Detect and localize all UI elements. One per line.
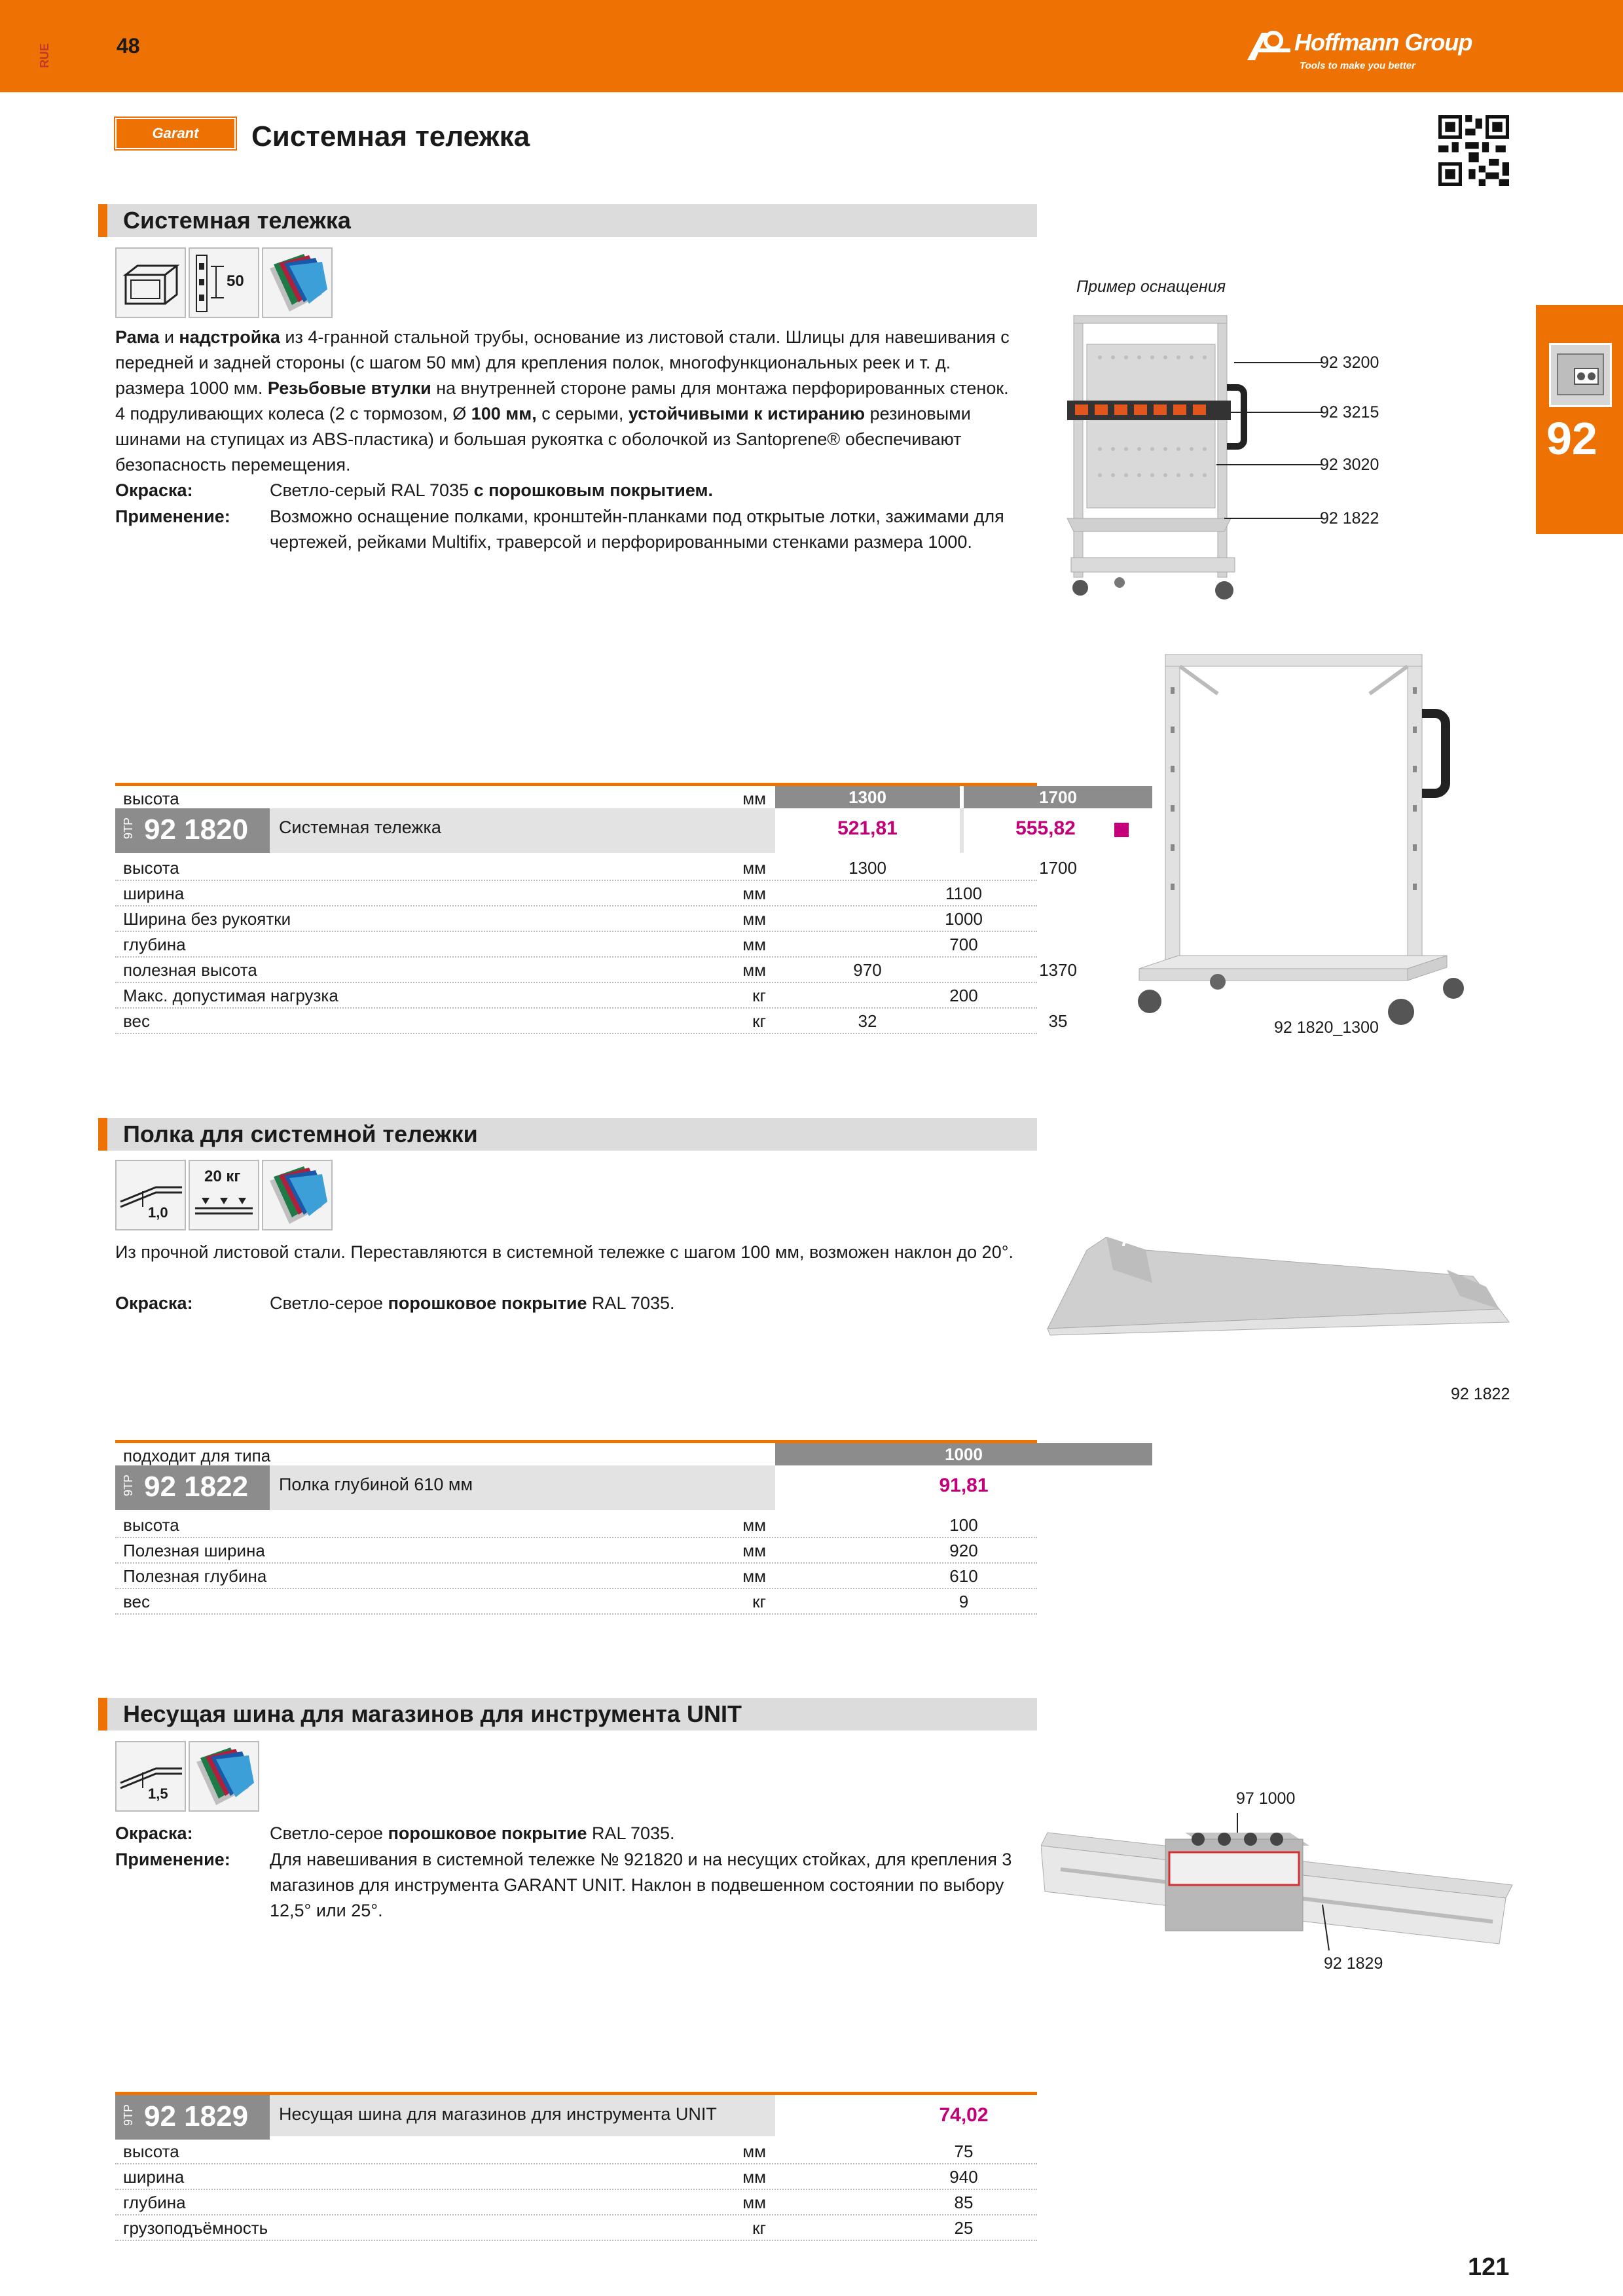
paint-value-text: RAL 7035. bbox=[587, 1293, 675, 1313]
paint-value bbox=[270, 478, 1029, 503]
row-key: вес bbox=[123, 1592, 150, 1611]
table-row bbox=[115, 1513, 1037, 1538]
row-unit: мм bbox=[742, 1541, 766, 1560]
table-row bbox=[115, 1009, 1068, 1034]
row-key: Макс. допустимая нагрузка bbox=[123, 986, 338, 1005]
variant-header: 1700 bbox=[964, 786, 1152, 808]
row-value: 610 bbox=[949, 1566, 978, 1586]
row-value: 940 bbox=[949, 2167, 978, 2187]
color-swatch-icon bbox=[262, 247, 333, 318]
article-row-921820[interactable] bbox=[115, 808, 1076, 853]
desc-part: резиновыми шинами на ступицах из ABS-пластика) и большая рукоятка с оболочкой из Santoprene® обеспечивают безопасность перемещения. bbox=[115, 404, 971, 475]
square-tube-icon bbox=[115, 247, 186, 318]
row-key: Ширина без рукоятки bbox=[123, 909, 291, 929]
paint-label: Окраска: bbox=[115, 1293, 193, 1313]
row-unit: мм bbox=[742, 2167, 766, 2187]
row-unit: мм bbox=[742, 884, 766, 903]
rail-image bbox=[1041, 1813, 1519, 1964]
row-unit: кг bbox=[752, 1592, 766, 1611]
page-number-left: 48 bbox=[117, 34, 140, 58]
header-key: подходит для типа bbox=[123, 1446, 271, 1465]
article-number: 92 1829 bbox=[144, 2100, 249, 2132]
article-prefix: 9TP bbox=[122, 817, 135, 840]
shelf-description: Из прочной листовой стали. Переставляются в системной тележке с шагом 100 мм, возможен наклон до 20°. bbox=[115, 1242, 1014, 1262]
use-label: Применение: bbox=[115, 1850, 230, 1869]
row-key: полезная высота bbox=[123, 960, 257, 980]
table-row bbox=[115, 958, 1077, 983]
header-unit: мм bbox=[742, 789, 766, 808]
price: 91,81 bbox=[939, 1475, 989, 1496]
desc-part: Резьбовые втулки bbox=[267, 378, 431, 398]
article-name: Полка глубиной 610 мм bbox=[279, 1475, 473, 1494]
row-value: 920 bbox=[949, 1541, 978, 1560]
section-title-system-cart: Системная тележка bbox=[123, 207, 351, 234]
table-row bbox=[115, 2190, 1037, 2215]
callout-label: 92 3215 bbox=[1320, 403, 1379, 422]
rail-image-callout-top: 97 1000 bbox=[1236, 1789, 1296, 1808]
desc-part: на внутренней стороне рамы для монтажа перфорированных стенок. 4 подруливающих колеса (2 с тормозом, Ø bbox=[115, 378, 1009, 423]
brand-tagline: Tools to make you better bbox=[1300, 60, 1415, 71]
row-key: высота bbox=[123, 858, 179, 878]
hoffmann-logo[interactable] bbox=[1247, 29, 1509, 78]
section-title-shelf: Полка для системной тележки bbox=[123, 1121, 478, 1147]
row-unit: мм bbox=[742, 909, 766, 929]
paint-label: Окраска: bbox=[115, 1823, 193, 1843]
variant-header: 1300 bbox=[775, 786, 960, 808]
row-key: глубина bbox=[123, 935, 186, 954]
article-prefix: 9TP bbox=[122, 1475, 135, 1497]
article-badge bbox=[115, 2095, 270, 2140]
rail-image-callout-bottom: 92 1829 bbox=[1324, 1954, 1383, 1973]
use-label: Применение: bbox=[115, 507, 230, 526]
system-cart-image bbox=[1126, 648, 1480, 1041]
equipped-cart-image bbox=[1048, 302, 1362, 617]
row-unit: кг bbox=[752, 986, 766, 1005]
cart-image-caption: 92 1820_1300 bbox=[1274, 1018, 1379, 1037]
row-value: 100 bbox=[949, 1515, 978, 1535]
header-key: высота bbox=[123, 789, 179, 808]
chapter-number: 92 bbox=[1546, 413, 1597, 464]
price-cell bbox=[775, 1465, 1152, 1510]
row-key: Полезная глубина bbox=[123, 1566, 267, 1586]
row-unit: мм bbox=[742, 858, 766, 878]
row-unit: мм bbox=[742, 1515, 766, 1535]
price-cell bbox=[775, 2095, 1152, 2140]
row-unit: кг bbox=[752, 2218, 766, 2238]
paint-value-bold: порошковое покрытие bbox=[388, 1823, 587, 1843]
row-key: глубина bbox=[123, 2193, 186, 2212]
price: 74,02 bbox=[939, 2104, 989, 2126]
row-value: 700 bbox=[949, 935, 978, 954]
row-value: 1000 bbox=[945, 909, 983, 929]
sheet-thickness-label: 1,5 bbox=[148, 1785, 168, 1802]
price-cell bbox=[964, 808, 1152, 853]
table-header-row bbox=[115, 1440, 1037, 1465]
row-key: Полезная ширина bbox=[123, 1541, 265, 1560]
row-key: грузоподъёмность bbox=[123, 2218, 268, 2238]
sheet-thickness-icon bbox=[115, 1160, 186, 1230]
table-row bbox=[115, 2164, 1037, 2190]
article-number: 92 1822 bbox=[144, 1471, 249, 1503]
row-value: 75 bbox=[954, 2142, 974, 2161]
use-value: Возможно оснащение полками, кронштейн-планками под открытые лотки, зажимами для чертежей, рейками Multifix, траверсой и перфорированными стенками размера 1000. bbox=[270, 507, 1004, 552]
desc-part: и bbox=[159, 327, 179, 347]
row-value: 32 bbox=[858, 1011, 877, 1031]
desc-part: 100 мм, bbox=[471, 404, 537, 423]
callout-label: 92 1822 bbox=[1320, 509, 1379, 528]
brand-name: Hoffmann Group bbox=[1294, 29, 1472, 56]
load-capacity-icon bbox=[189, 1160, 259, 1230]
row-unit: кг bbox=[752, 1011, 766, 1031]
row-key: высота bbox=[123, 1515, 179, 1535]
row-value: 1300 bbox=[848, 858, 886, 878]
row-value: 35 bbox=[1048, 1011, 1068, 1031]
paint-value-bold: с порошковым покрытием. bbox=[473, 480, 714, 500]
language-code: RUE bbox=[38, 43, 51, 68]
page-title: Системная тележка bbox=[251, 120, 530, 152]
table-header-row bbox=[115, 783, 1077, 808]
cart-spec-table bbox=[115, 783, 1077, 1038]
paint-value bbox=[270, 1291, 675, 1316]
shelf-image-caption: 92 1822 bbox=[1451, 1385, 1510, 1403]
row-unit: мм bbox=[742, 1566, 766, 1586]
slot-pitch-label: 50 bbox=[227, 272, 244, 290]
table-row bbox=[115, 2139, 1037, 2164]
desc-part: Рама bbox=[115, 327, 160, 347]
example-caption: Пример оснащения bbox=[1076, 278, 1226, 296]
row-value: 85 bbox=[954, 2193, 974, 2212]
use-value: Для навешивания в системной тележке № 921820 и на несущих стойках, для крепления 3 магазинов для инструмента GARANT UNIT. Наклон в подвешенном состоянии по выбору 12,5° или 25°. bbox=[270, 1850, 1012, 1920]
desc-part: с серыми, bbox=[536, 404, 629, 423]
row-value: 25 bbox=[954, 2218, 974, 2238]
table-row bbox=[115, 855, 1077, 881]
article-name: Системная тележка bbox=[279, 817, 441, 837]
shelf-spec-table bbox=[115, 1440, 1037, 1618]
hoffmann-logo-icon bbox=[1247, 29, 1290, 62]
row-value: 9 bbox=[958, 1592, 969, 1611]
article-row-921822[interactable] bbox=[115, 1465, 1037, 1510]
rail-spec-table bbox=[115, 2092, 1037, 2240]
shelf-image bbox=[1041, 1237, 1519, 1355]
sheet-thickness-label: 1,0 bbox=[148, 1204, 168, 1221]
row-value: 200 bbox=[949, 986, 978, 1005]
slot-pitch-icon bbox=[189, 247, 259, 318]
table-row bbox=[115, 1589, 1037, 1615]
paint-value bbox=[270, 1821, 675, 1846]
table-row bbox=[115, 983, 1037, 1009]
desc-part: устойчивыми к истиранию bbox=[628, 404, 866, 423]
desc-part: из 4-гранной стальной трубы, основание из листовой стали. Шлицы для навешивания с передней и задней стороны (с шагом 50 мм) для крепления полок, многофункциональных реек и т. д. размера 1000 мм. bbox=[115, 327, 1010, 398]
table-row bbox=[115, 906, 1037, 932]
article-name: Несущая шина для магазинов для инструмента UNIT bbox=[279, 2104, 717, 2124]
table-row bbox=[115, 881, 1037, 906]
paint-value-text: Светло-серое bbox=[270, 1293, 388, 1313]
garant-logo: Garant bbox=[115, 118, 236, 149]
row-key: высота bbox=[123, 2142, 179, 2161]
row-value: 1100 bbox=[945, 884, 982, 903]
paint-value-text: RAL 7035. bbox=[587, 1823, 675, 1843]
color-swatch-icon bbox=[189, 1741, 259, 1812]
row-unit: мм bbox=[742, 960, 766, 980]
row-unit: мм bbox=[742, 935, 766, 954]
article-row-921829[interactable] bbox=[115, 2092, 1037, 2136]
price: 555,82 bbox=[1015, 817, 1076, 839]
row-unit: мм bbox=[742, 2193, 766, 2212]
table-row bbox=[115, 1564, 1037, 1589]
callout-label: 92 3020 bbox=[1320, 456, 1379, 474]
page-number-right: 121 bbox=[1468, 2253, 1510, 2281]
paint-label: Окраска: bbox=[115, 480, 193, 500]
row-value: 970 bbox=[853, 960, 882, 980]
sheet-thickness-icon bbox=[115, 1741, 186, 1812]
row-value: 1370 bbox=[1039, 960, 1077, 980]
price-cell bbox=[775, 808, 960, 853]
color-swatch-icon bbox=[262, 1160, 333, 1230]
article-number: 92 1820 bbox=[144, 814, 249, 846]
cart-description bbox=[115, 325, 1019, 478]
section-title-rail: Несущая шина для магазинов для инструмента UNIT bbox=[123, 1700, 742, 1727]
load-capacity-label: 20 кг bbox=[204, 1168, 241, 1185]
price: 521,81 bbox=[837, 817, 898, 839]
article-badge bbox=[115, 808, 270, 853]
paint-value-text: Светло-серый RAL 7035 bbox=[270, 480, 474, 500]
row-key: ширина bbox=[123, 884, 185, 903]
table-row bbox=[115, 1538, 1037, 1564]
row-key: ширина bbox=[123, 2167, 185, 2187]
article-prefix: 9TP bbox=[122, 2104, 135, 2126]
row-value: 1700 bbox=[1039, 858, 1077, 878]
qr-code-icon[interactable] bbox=[1438, 115, 1509, 186]
article-badge bbox=[115, 1465, 270, 1510]
chapter-tab-cart-icon bbox=[1549, 343, 1612, 407]
row-unit: мм bbox=[742, 2142, 766, 2161]
paint-value-text: Светло-серое bbox=[270, 1823, 388, 1843]
row-key: вес bbox=[123, 1011, 150, 1031]
callout-label: 92 3200 bbox=[1320, 353, 1379, 372]
table-row bbox=[115, 932, 1037, 958]
paint-value-bold: порошковое покрытие bbox=[388, 1293, 587, 1313]
table-row bbox=[115, 2215, 1037, 2241]
variant-header: 1000 bbox=[775, 1443, 1152, 1465]
new-price-marker-icon bbox=[1114, 823, 1129, 837]
desc-part: надстройка bbox=[179, 327, 280, 347]
